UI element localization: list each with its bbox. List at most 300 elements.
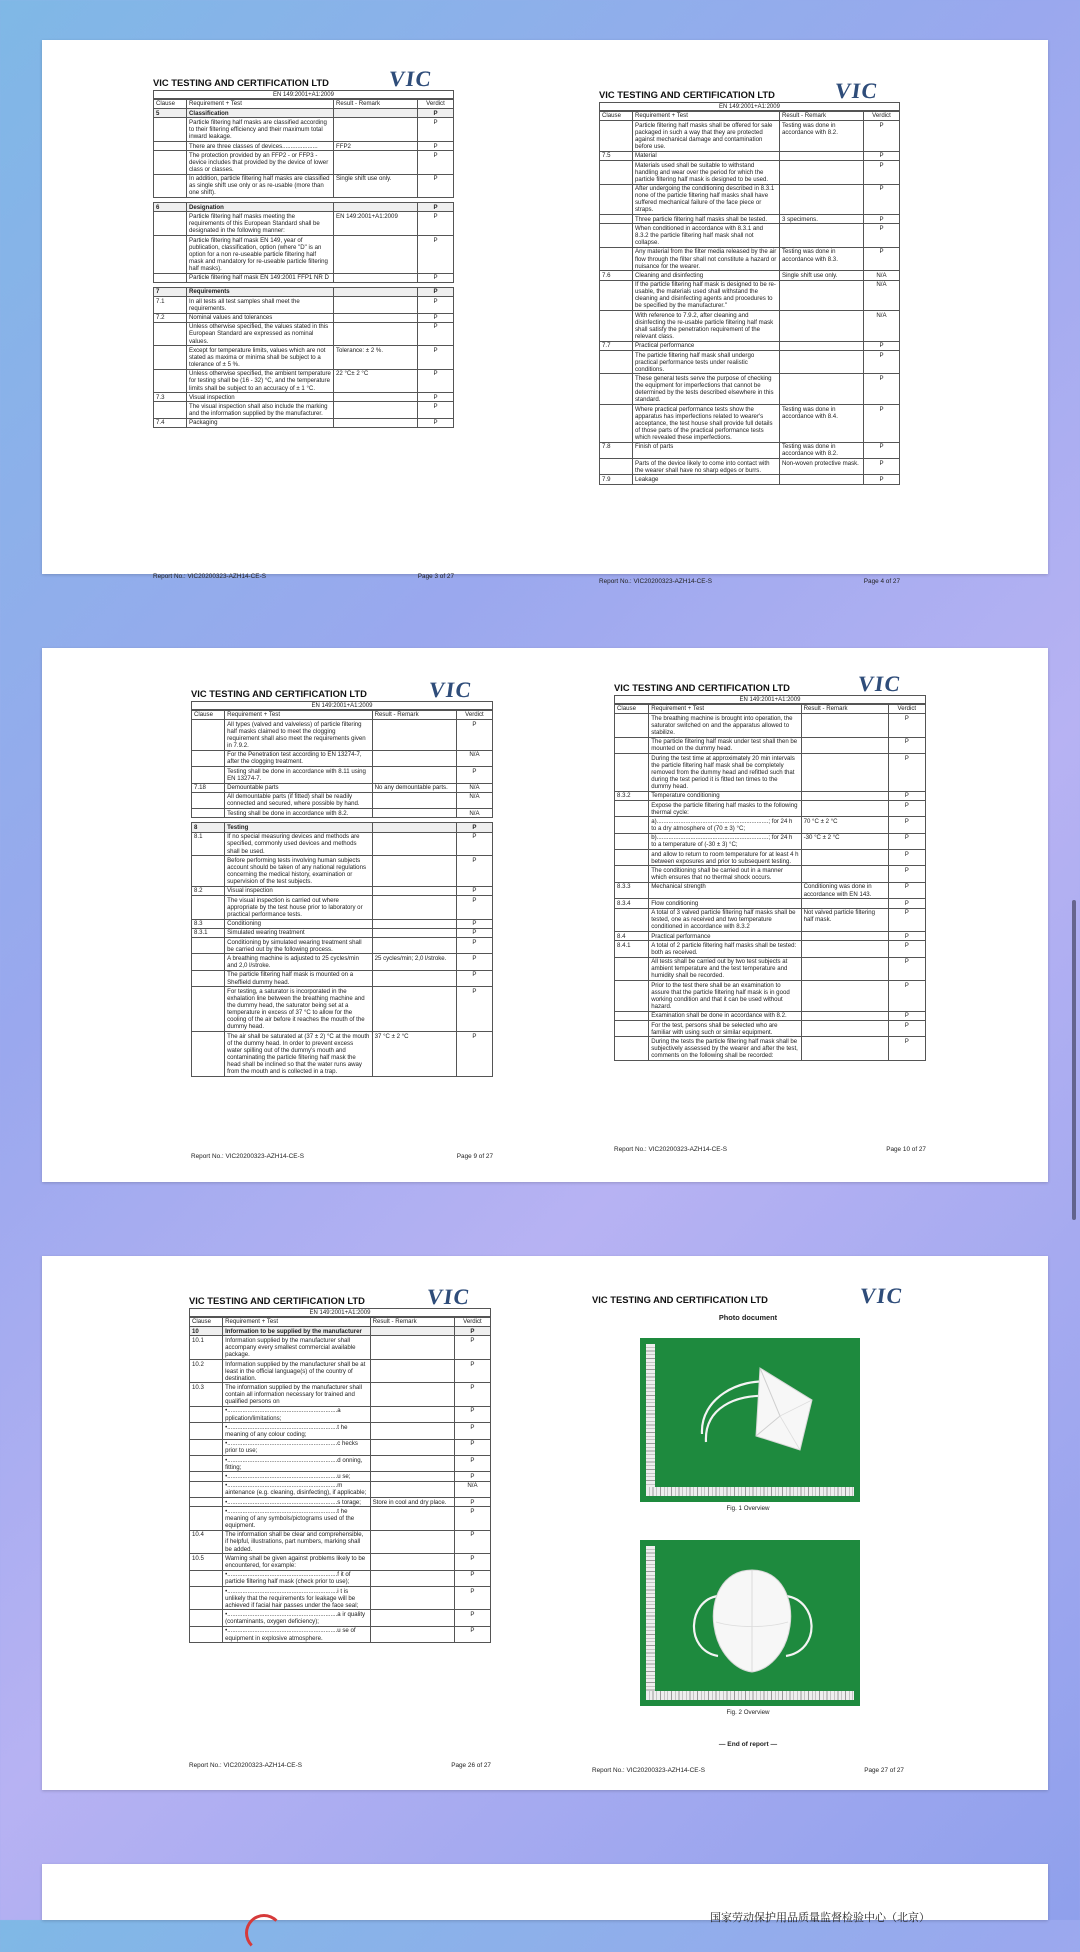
- requirement-cell: The breathing machine is brought into operation, the saturator switched on and the apparatus allowed to stabilize.: [649, 714, 801, 737]
- verdict-cell: P: [888, 850, 925, 866]
- vic-logo: VIC: [833, 78, 881, 103]
- verdict-cell: P: [864, 215, 900, 224]
- result-cell: [370, 1610, 454, 1626]
- result-cell: [370, 1481, 454, 1497]
- verdict-cell: P: [418, 174, 454, 197]
- requirement-cell: Cleaning and disinfecting: [633, 271, 780, 280]
- verdict-cell: P: [418, 393, 454, 402]
- result-cell: [801, 800, 888, 816]
- result-cell: [372, 928, 456, 937]
- clause-cell: 5: [154, 109, 187, 118]
- clause-cell: 8.3.1: [192, 928, 225, 937]
- verdict-cell: P: [456, 856, 492, 887]
- result-cell: [334, 313, 418, 322]
- table-row: [192, 886, 493, 895]
- verdict-cell: P: [888, 981, 925, 1012]
- table-row: [192, 919, 493, 928]
- header-result: Result - Remark: [370, 1317, 454, 1327]
- table-row: [154, 273, 454, 282]
- result-cell: [334, 109, 418, 118]
- requirement-cell: The protection provided by an FFP2 - or FFP3 - device includes that provided by the device of lower class or classes.: [187, 151, 334, 174]
- result-cell: No any demountable parts.: [372, 783, 456, 792]
- photo-document-title: Photo document: [718, 1313, 778, 1322]
- table-row: [600, 311, 900, 342]
- result-cell: [372, 987, 456, 1032]
- header-requirement: Requirement + Test: [187, 99, 334, 109]
- requirement-cell: These general tests serve the purpose of checking the equipment for imperfections that cannot be determined by the tests described elsewhere in this standard.: [633, 374, 780, 405]
- verdict-cell: P: [888, 791, 925, 800]
- requirement-cell: Practical performance: [649, 931, 801, 940]
- result-cell: [370, 1587, 454, 1610]
- table-row: [615, 882, 926, 898]
- table-row: [600, 475, 900, 484]
- requirement-cell: •.................................................................a ir quality (contaminants, oxygen deficiency);: [223, 1610, 370, 1626]
- requirement-cell: In addition, particle filtering half masks are classified as single shift use only or as re-usable (more than one shift).: [187, 174, 334, 197]
- table-row: [192, 896, 493, 919]
- table-header: [192, 710, 493, 720]
- requirement-cell: Flow conditioning: [649, 899, 801, 908]
- clause-cell: 7.18: [192, 783, 225, 792]
- clause-cell: 7.1: [154, 297, 187, 313]
- table-row: [615, 800, 926, 816]
- header-verdict: Verdict: [888, 704, 925, 714]
- report-number: Report No.: VIC20200323-AZH14-CE-S: [153, 573, 266, 580]
- verdict-cell: P: [418, 418, 454, 427]
- clause-cell: [600, 224, 633, 247]
- clause-cell: [154, 346, 187, 369]
- clause-cell: [615, 714, 649, 737]
- verdict-cell: P: [418, 203, 454, 212]
- requirement-cell: Any material from the filter media released by the air flow through the filter shall not constitute a hazard or nuisance for the wearer.: [633, 247, 780, 270]
- vic-logo: VIC: [858, 1283, 906, 1308]
- table-row: [615, 791, 926, 800]
- clause-cell: [154, 174, 187, 197]
- table-row: [190, 1472, 491, 1481]
- table-row: [154, 322, 454, 345]
- result-cell: [780, 184, 864, 215]
- clause-cell: [615, 817, 649, 833]
- result-cell: [370, 1554, 454, 1570]
- fig-1-caption: Fig. 1 Overview: [726, 1505, 770, 1512]
- verdict-cell: N/A: [864, 311, 900, 342]
- result-cell: [372, 919, 456, 928]
- table-row: [192, 954, 493, 970]
- header-result: Result - Remark: [801, 704, 888, 714]
- verdict-cell: P: [888, 866, 925, 882]
- header-result: Result - Remark: [334, 99, 418, 109]
- verdict-cell: N/A: [456, 783, 492, 792]
- requirement-cell: Conditioning: [225, 919, 372, 928]
- clause-cell: [615, 981, 649, 1012]
- requirement-cell: After undergoing the conditioning described in 8.3.1 none of the particle filtering half masks shall have suffered mechanical failure of the face piece or straps.: [633, 184, 780, 215]
- requirement-cell: Material: [633, 151, 780, 160]
- clause-cell: 7: [154, 287, 187, 296]
- clause-cell: [600, 350, 633, 373]
- result-cell: Single shift use only.: [780, 271, 864, 280]
- table-row: [192, 750, 493, 766]
- result-cell: Tolerance: ± 2 %.: [334, 346, 418, 369]
- table-row: [190, 1423, 491, 1439]
- table-row: [192, 783, 493, 792]
- table-row: [600, 374, 900, 405]
- clause-cell: [600, 121, 633, 152]
- verdict-cell: P: [454, 1610, 490, 1626]
- mask-folded-icon: [640, 1338, 860, 1502]
- clause-cell: 7.9: [600, 475, 633, 484]
- table-header: [600, 111, 900, 121]
- table-row: [600, 341, 900, 350]
- requirement-cell: •.................................................................i t is unlikely that the requirements for leakage will be achieved if facial hair passes under the face seal;: [223, 1587, 370, 1610]
- clause-cell: [190, 1406, 223, 1422]
- clause-cell: [600, 215, 633, 224]
- requirement-cell: Particle filtering half masks shall be offered for sale packaged in such a way that they are protected against mechanical damage and contamination before use.: [633, 121, 780, 152]
- clause-cell: [190, 1570, 223, 1586]
- next-page-header: 国家劳动保护用品质量监督检验中心（北京）: [710, 1912, 930, 1924]
- verdict-cell: P: [418, 151, 454, 174]
- report-number: Report No.: VIC20200323-AZH14-CE-S: [599, 578, 712, 585]
- clause-cell: [154, 235, 187, 273]
- verdict-cell: P: [888, 754, 925, 792]
- sheet-3: [42, 1256, 1048, 1790]
- clause-cell: 10.3: [190, 1383, 223, 1406]
- clause-cell: 7.3: [154, 393, 187, 402]
- result-cell: 37 °C ± 2 °C: [372, 1031, 456, 1076]
- verdict-cell: P: [456, 720, 492, 751]
- table-row: [190, 1359, 491, 1382]
- standard-row: EN 149:2001+A1:2009: [191, 701, 493, 711]
- result-cell: Non-woven protective mask.: [780, 459, 864, 475]
- requirement-cell: All types (valved and valveless) of particle filtering half masks claimed to meet the clogging requirement shall also meet the requirements given in 7.9.2.: [225, 720, 372, 751]
- report-number: Report No.: VIC20200323-AZH14-CE-S: [592, 1767, 705, 1774]
- company-name: VIC TESTING AND CERTIFICATION LTD: [191, 688, 367, 699]
- verdict-cell: P: [888, 908, 925, 931]
- requirement-cell: Unless otherwise specified, the ambient temperature for testing shall be (16 - 32) °C, and the temperature limits shall be subject to an accuracy of ± 1 °C.: [187, 369, 334, 392]
- clause-cell: 8.4: [615, 931, 649, 940]
- requirement-cell: Testing: [225, 823, 372, 832]
- requirement-cell: The information shall be clear and comprehensible, if helpful, illustrations, part numbers, marking shall be added.: [223, 1530, 370, 1553]
- table-row: [190, 1554, 491, 1570]
- verdict-cell: N/A: [454, 1481, 490, 1497]
- table-row: [600, 405, 900, 443]
- verdict-cell: P: [888, 899, 925, 908]
- verdict-cell: P: [864, 341, 900, 350]
- result-cell: [801, 866, 888, 882]
- result-cell: [780, 341, 864, 350]
- requirement-cell: When conditioned in accordance with 8.3.1 and 8.3.2 the particle filtering half mask shall not collapse.: [633, 224, 780, 247]
- table-row: [190, 1570, 491, 1586]
- result-cell: [334, 118, 418, 141]
- requirement-cell: Mechanical strength: [649, 882, 801, 898]
- verdict-cell: P: [888, 737, 925, 753]
- table-row: [154, 393, 454, 402]
- verdict-cell: P: [418, 322, 454, 345]
- table-row: [192, 767, 493, 783]
- verdict-cell: P: [454, 1439, 490, 1455]
- clause-cell: [615, 850, 649, 866]
- clause-cell: 8: [192, 823, 225, 832]
- table-row: [190, 1456, 491, 1472]
- verdict-cell: P: [864, 442, 900, 458]
- sheet-2: [42, 648, 1048, 1182]
- header-requirement: Requirement + Test: [633, 111, 780, 121]
- table-row: [154, 151, 454, 174]
- header-verdict: Verdict: [418, 99, 454, 109]
- report-number: Report No.: VIC20200323-AZH14-CE-S: [191, 1153, 304, 1160]
- result-cell: [801, 737, 888, 753]
- clause-cell: 7.5: [600, 151, 633, 160]
- table-row: [600, 247, 900, 270]
- header-verdict: Verdict: [864, 111, 900, 121]
- result-cell: [372, 809, 456, 818]
- verdict-cell: P: [454, 1498, 490, 1507]
- page-number: Page 27 of 27: [864, 1767, 904, 1774]
- clause-cell: [192, 987, 225, 1032]
- table-row: [190, 1610, 491, 1626]
- requirement-cell: During the test time at approximately 20 min intervals the particle filtering half mask shall be completely removed from the dummy head and refitted such that during the test period it is fitted ten times to the dummy head.: [649, 754, 801, 792]
- verdict-cell: P: [454, 1383, 490, 1406]
- requirement-cell: Information supplied by the manufacturer shall be at least in the official language(s) of the country of destination.: [223, 1359, 370, 1382]
- result-cell: [801, 941, 888, 957]
- table-row: [190, 1587, 491, 1610]
- vic-logo: VIC: [387, 66, 435, 91]
- verdict-cell: P: [454, 1472, 490, 1481]
- verdict-cell: P: [864, 224, 900, 247]
- result-cell: [372, 767, 456, 783]
- requirement-cell: Requirements: [187, 287, 334, 296]
- table-row: [154, 402, 454, 418]
- header-result: Result - Remark: [780, 111, 864, 121]
- verdict-cell: P: [888, 1020, 925, 1036]
- section-row: [154, 203, 454, 212]
- table-row: [190, 1498, 491, 1507]
- clause-cell: [154, 402, 187, 418]
- requirement-cell: Parts of the device likely to come into contact with the wearer shall have no sharp edges or burrs.: [633, 459, 780, 475]
- result-cell: Store in cool and dry place.: [370, 1498, 454, 1507]
- table-row: [600, 224, 900, 247]
- result-cell: [370, 1626, 454, 1642]
- requirements-table: [614, 703, 926, 1061]
- table-row: [154, 141, 454, 150]
- table-row: [600, 350, 900, 373]
- table-row: [615, 737, 926, 753]
- clause-cell: [600, 184, 633, 215]
- result-cell: 3 specimens.: [780, 215, 864, 224]
- verdict-cell: P: [456, 938, 492, 954]
- clause-cell: [190, 1587, 223, 1610]
- requirement-cell: b)..................................................................; for 24 h to a temperature of (-30 ± 3) °C;: [649, 833, 801, 849]
- header-clause: Clause: [615, 704, 649, 714]
- verdict-cell: P: [864, 405, 900, 443]
- page-number: Page 9 of 27: [456, 1153, 493, 1160]
- clause-cell: [600, 459, 633, 475]
- requirement-cell: Particle filtering half masks are classified according to their filtering efficiency and their maximum total inward leakage.: [187, 118, 334, 141]
- vic-logo: VIC: [425, 1284, 473, 1309]
- result-cell: [372, 720, 456, 751]
- requirement-cell: Before performing tests involving human subjects account should be taken of any national regulations concerning the medical history, examination or supervision of the test subjects.: [225, 856, 372, 887]
- requirement-cell: Visual inspection: [225, 886, 372, 895]
- clause-cell: [154, 151, 187, 174]
- requirements-table: [599, 110, 900, 485]
- requirement-cell: Unless otherwise specified, the values stated in this European Standard are expressed as nominal values.: [187, 322, 334, 345]
- result-cell: [370, 1439, 454, 1455]
- verdict-cell: P: [864, 161, 900, 184]
- verdict-cell: P: [454, 1570, 490, 1586]
- verdict-cell: P: [454, 1336, 490, 1359]
- result-cell: [372, 886, 456, 895]
- clause-cell: 7.2: [154, 313, 187, 322]
- requirement-cell: Except for temperature limits, values which are not stated as maxima or minima shall be subject to a tolerance of ± 5 %.: [187, 346, 334, 369]
- table-row: [154, 212, 454, 235]
- clause-cell: [615, 754, 649, 792]
- result-cell: [334, 203, 418, 212]
- requirement-cell: The particle filtering half mask under test shall then be mounted on the dummy head.: [649, 737, 801, 753]
- table-row: [192, 792, 493, 808]
- company-name: VIC TESTING AND CERTIFICATION LTD: [189, 1295, 365, 1306]
- result-cell: [370, 1359, 454, 1382]
- verdict-cell: P: [454, 1327, 490, 1336]
- sheet-1: [42, 40, 1048, 585]
- result-cell: [372, 856, 456, 887]
- verdict-cell: P: [864, 121, 900, 152]
- verdict-cell: P: [456, 987, 492, 1032]
- result-cell: Testing was done in accordance with 8.3.: [780, 247, 864, 270]
- page-number: Page 26 of 27: [451, 1762, 491, 1769]
- section-row: [192, 823, 493, 832]
- result-cell: FFP2: [334, 141, 418, 150]
- requirement-cell: Simulated wearing treatment: [225, 928, 372, 937]
- result-cell: Testing was done in accordance with 8.4.: [780, 405, 864, 443]
- table-row: [192, 809, 493, 818]
- result-cell: [370, 1327, 454, 1336]
- result-cell: [780, 311, 864, 342]
- table-row: [190, 1383, 491, 1406]
- result-cell: [780, 374, 864, 405]
- clause-cell: [615, 833, 649, 849]
- requirement-cell: A total of 2 particle filtering half masks shall be tested: both as received.: [649, 941, 801, 957]
- requirement-cell: •.................................................................d onning, fitting;: [223, 1456, 370, 1472]
- requirement-cell: Three particle filtering half masks shall be tested.: [633, 215, 780, 224]
- result-cell: [801, 1020, 888, 1036]
- clause-cell: [615, 737, 649, 753]
- requirement-cell: Examination shall be done in accordance with 8.2.: [649, 1011, 801, 1020]
- clause-cell: 10.1: [190, 1336, 223, 1359]
- verdict-cell: P: [864, 247, 900, 270]
- verdict-cell: P: [418, 235, 454, 273]
- result-cell: [780, 151, 864, 160]
- requirement-cell: Particle filtering half masks meeting the requirements of this European Standard shall be designated in the following manner:: [187, 212, 334, 235]
- table-row: [154, 346, 454, 369]
- verdict-cell: P: [454, 1406, 490, 1422]
- vic-logo: VIC: [856, 671, 904, 696]
- clause-cell: [192, 792, 225, 808]
- clause-cell: [154, 141, 187, 150]
- result-cell: [801, 754, 888, 792]
- verdict-cell: P: [864, 350, 900, 373]
- requirement-cell: •.................................................................m aintenance (e.g. cleaning, disinfecting), if applicable;: [223, 1481, 370, 1497]
- verdict-cell: N/A: [864, 280, 900, 311]
- table-row: [192, 970, 493, 986]
- table-row: [190, 1439, 491, 1455]
- verdict-cell: P: [418, 118, 454, 141]
- clause-cell: [600, 280, 633, 311]
- company-name: VIC TESTING AND CERTIFICATION LTD: [599, 89, 775, 100]
- result-cell: [780, 475, 864, 484]
- verdict-cell: P: [864, 184, 900, 215]
- clause-cell: [154, 118, 187, 141]
- clause-cell: 8.4.1: [615, 941, 649, 957]
- clause-cell: [615, 1037, 649, 1060]
- result-cell: [334, 322, 418, 345]
- requirement-cell: •.................................................................a pplication/limitations;: [223, 1406, 370, 1422]
- requirement-cell: Testing shall be done in accordance with 8.2.: [225, 809, 372, 818]
- verdict-cell: P: [454, 1423, 490, 1439]
- section-row: [190, 1327, 491, 1336]
- result-cell: [780, 280, 864, 311]
- verdict-cell: P: [456, 954, 492, 970]
- verdict-cell: P: [888, 957, 925, 980]
- result-cell: [372, 832, 456, 855]
- result-cell: [370, 1423, 454, 1439]
- verdict-cell: P: [418, 273, 454, 282]
- clause-cell: [192, 720, 225, 751]
- result-cell: Testing was done in accordance with 8.2.: [780, 442, 864, 458]
- verdict-cell: P: [456, 919, 492, 928]
- clause-cell: [600, 161, 633, 184]
- result-cell: [370, 1507, 454, 1530]
- verdict-cell: P: [454, 1456, 490, 1472]
- clause-cell: 8.3.4: [615, 899, 649, 908]
- requirement-cell: Expose the particle filtering half masks to the following thermal cycle:: [649, 800, 801, 816]
- table-row: [154, 369, 454, 392]
- requirement-cell: Materials used shall be suitable to withstand handling and wear over the period for which the particle filtering half mask is designed to be used.: [633, 161, 780, 184]
- table-row: [600, 121, 900, 152]
- result-cell: [801, 931, 888, 940]
- verdict-cell: P: [454, 1530, 490, 1553]
- end-of-report: — End of report —: [718, 1741, 778, 1748]
- table-row: [615, 941, 926, 957]
- clause-cell: [190, 1481, 223, 1497]
- standard-row: EN 149:2001+A1:2009: [189, 1308, 491, 1318]
- requirement-cell: Visual inspection: [187, 393, 334, 402]
- requirement-cell: There are three classes of devices.....................: [187, 141, 334, 150]
- clause-cell: [600, 405, 633, 443]
- clause-cell: [190, 1610, 223, 1626]
- section-row: [154, 109, 454, 118]
- verdict-cell: P: [418, 297, 454, 313]
- header-requirement: Requirement + Test: [223, 1317, 370, 1327]
- table-row: [615, 957, 926, 980]
- requirement-cell: The particle filtering half mask is mounted on a Sheffield dummy head.: [225, 970, 372, 986]
- table-row: [154, 235, 454, 273]
- clause-cell: [154, 212, 187, 235]
- clause-cell: [154, 369, 187, 392]
- standard-row: EN 149:2001+A1:2009: [614, 695, 926, 705]
- standard-row: EN 149:2001+A1:2009: [599, 102, 900, 112]
- requirement-cell: •.................................................................f it of particle filtering half mask (check prior to use);: [223, 1570, 370, 1586]
- requirement-cell: All demountable parts (if fitted) shall be readily connected and secured, where possible by hand.: [225, 792, 372, 808]
- header-requirement: Requirement + Test: [225, 710, 372, 720]
- verdict-cell: P: [454, 1587, 490, 1610]
- table-row: [600, 151, 900, 160]
- standard-row: EN 149:2001+A1:2009: [153, 90, 454, 100]
- clause-cell: [190, 1423, 223, 1439]
- scrollbar-thumb[interactable]: [1072, 900, 1076, 1220]
- table-row: [615, 931, 926, 940]
- result-cell: [370, 1336, 454, 1359]
- clause-cell: [192, 954, 225, 970]
- table-row: [600, 459, 900, 475]
- photo-fig-1: [640, 1338, 860, 1502]
